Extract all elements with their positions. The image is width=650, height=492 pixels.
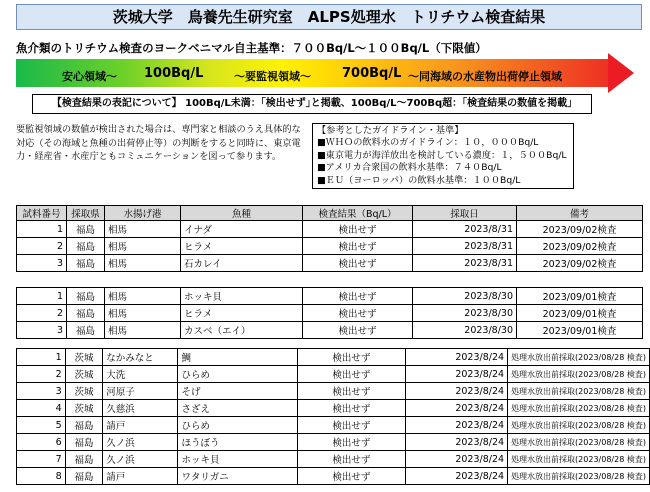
- results-table-3: [16, 348, 650, 485]
- sample-no-cell: 4: [17, 400, 66, 417]
- note-cell: 2023/09/02検査: [517, 221, 643, 238]
- fish-cell: ヒラメ: [181, 238, 303, 255]
- column-header: 試料番号: [17, 206, 67, 221]
- sample-no-cell: 1: [17, 349, 66, 366]
- result-cell: 検出せず: [298, 400, 406, 417]
- fish-cell: ひらめ: [178, 417, 298, 434]
- fish-cell: カスベ（エイ）: [181, 322, 303, 339]
- sample-no-cell: 2: [17, 305, 67, 322]
- sample-no-cell: 7: [17, 451, 66, 468]
- sample-no-cell: 8: [17, 468, 66, 485]
- sample-no-cell: 1: [17, 288, 67, 305]
- page-title: 茨城大学 鳥養先生研究室 ALPS処理水 トリチウム検査結果: [16, 4, 642, 30]
- guideline-item: ■東京電力が海洋放出を検討している濃度：１，５００Bq/L: [317, 149, 567, 161]
- prefecture-cell: 福島: [67, 305, 105, 322]
- note-cell: 2023/09/02検査: [517, 255, 643, 272]
- table-row: [17, 383, 650, 400]
- fish-cell: さざえ: [178, 400, 298, 417]
- port-cell: なかみなと: [103, 349, 178, 366]
- date-cell: 2023/8/31: [413, 238, 517, 255]
- port-cell: 久慈浜: [103, 400, 178, 417]
- sample-no-cell: 3: [17, 383, 66, 400]
- table-row: [17, 238, 643, 255]
- table-row: [17, 451, 650, 468]
- prefecture-cell: 福島: [67, 322, 105, 339]
- date-cell: 2023/8/24: [405, 451, 507, 468]
- arrow-label-100: 100Bq/L: [144, 66, 204, 81]
- sample-no-cell: 2: [17, 238, 67, 255]
- results-table-2: [16, 287, 643, 339]
- prefecture-cell: 福島: [67, 221, 105, 238]
- guideline-heading: 【参考としたガイドライン・基準】: [317, 125, 464, 136]
- column-header: 検査結果（Bq/L）: [303, 206, 413, 221]
- result-cell: 検出せず: [303, 305, 413, 322]
- note-cell: 2023/09/02検査: [517, 238, 643, 255]
- fish-cell: ホッキ貝: [181, 288, 303, 305]
- fish-cell: ヒラメ: [181, 305, 303, 322]
- result-cell: 検出せず: [303, 322, 413, 339]
- date-cell: 2023/8/31: [413, 255, 517, 272]
- result-cell: 検出せず: [303, 238, 413, 255]
- date-cell: 2023/8/24: [405, 468, 507, 485]
- result-cell: 検出せず: [298, 451, 406, 468]
- note-cell: 処理水放出前採取(2023/08/28 検査): [508, 349, 650, 366]
- result-cell: 検出せず: [303, 221, 413, 238]
- date-cell: 2023/8/31: [413, 221, 517, 238]
- table-row: [17, 305, 643, 322]
- note-cell: 処理水放出前採取(2023/08/28 検査): [508, 400, 650, 417]
- prefecture-cell: 茨城: [65, 400, 103, 417]
- date-cell: 2023/8/30: [413, 305, 517, 322]
- guideline-item: ■アメリカ合衆国の飲料水基準：７４０Bq/L: [317, 162, 502, 174]
- fish-cell: 鯛: [178, 349, 298, 366]
- prefecture-cell: 福島: [67, 238, 105, 255]
- note-cell: 処理水放出前採取(2023/08/28 検査): [508, 383, 650, 400]
- fish-cell: ホッキ貝: [178, 451, 298, 468]
- note-cell: 処理水放出前採取(2023/08/28 検査): [508, 417, 650, 434]
- arrow-label-stop: ～同海域の水産物出荷停止領域: [408, 70, 562, 83]
- result-cell: 検出せず: [298, 468, 406, 485]
- date-cell: 2023/8/24: [405, 349, 507, 366]
- table-row: [17, 255, 643, 272]
- sample-no-cell: 2: [17, 366, 66, 383]
- sample-no-cell: 3: [17, 322, 67, 339]
- port-cell: 相馬: [105, 322, 181, 339]
- table-row: [17, 322, 643, 339]
- port-cell: 相馬: [105, 238, 181, 255]
- table-row: [17, 349, 650, 366]
- column-header: 水揚げ港: [105, 206, 181, 221]
- fish-cell: ひらめ: [178, 366, 298, 383]
- port-cell: 河原子: [103, 383, 178, 400]
- prefecture-cell: 福島: [67, 255, 105, 272]
- port-cell: 請戸: [103, 417, 178, 434]
- table-row: [17, 400, 650, 417]
- arrow-label-safe: 安心領域～: [62, 70, 117, 83]
- prefecture-cell: 福島: [65, 417, 103, 434]
- fish-cell: イナダ: [181, 221, 303, 238]
- column-header: 備考: [517, 206, 643, 221]
- fish-cell: 石カレイ: [181, 255, 303, 272]
- sample-no-cell: 6: [17, 434, 66, 451]
- guideline-item: ■ＥＵ（ヨーロッパ）の飲料水基準：１００Bq/L: [317, 174, 521, 186]
- note-cell: 2023/09/01検査: [517, 288, 643, 305]
- table-header-row: [17, 206, 643, 221]
- note-cell: 処理水放出前採取(2023/08/28 検査): [508, 468, 650, 485]
- column-header: 採取日: [413, 206, 517, 221]
- result-cell: 検出せず: [298, 417, 406, 434]
- prefecture-cell: 福島: [65, 434, 103, 451]
- date-cell: 2023/8/24: [405, 417, 507, 434]
- note-cell: 2023/09/01検査: [517, 322, 643, 339]
- prefecture-cell: 茨城: [65, 349, 103, 366]
- results-table-1: [16, 205, 643, 272]
- table-row: [17, 288, 643, 305]
- date-cell: 2023/8/24: [405, 383, 507, 400]
- port-cell: 久ノ浜: [103, 451, 178, 468]
- note-cell: 処理水放出前採取(2023/08/28 検査): [508, 451, 650, 468]
- prefecture-cell: 福島: [65, 451, 103, 468]
- table-row: [17, 221, 643, 238]
- note-cell: 2023/09/01検査: [517, 305, 643, 322]
- guideline-box: [312, 123, 574, 189]
- guideline-item: ■ＷＨＯの飲料水のガイドライン：１０，０００Bq/L: [317, 137, 539, 149]
- date-cell: 2023/8/24: [405, 400, 507, 417]
- note-cell: 処理水放出前採取(2023/08/28 検査): [508, 434, 650, 451]
- table-row: [17, 468, 650, 485]
- range-arrow: [16, 53, 636, 93]
- date-cell: 2023/8/24: [405, 366, 507, 383]
- port-cell: 相馬: [105, 221, 181, 238]
- column-header: 採取県: [67, 206, 105, 221]
- prefecture-cell: 福島: [67, 288, 105, 305]
- table-row: [17, 417, 650, 434]
- port-cell: 大洗: [103, 366, 178, 383]
- port-cell: 相馬: [105, 305, 181, 322]
- note-cell: 処理水放出前採取(2023/08/28 検査): [508, 366, 650, 383]
- prefecture-cell: 茨城: [65, 366, 103, 383]
- port-cell: 相馬: [105, 288, 181, 305]
- result-cell: 検出せず: [298, 366, 406, 383]
- date-cell: 2023/8/30: [413, 288, 517, 305]
- prefecture-cell: 茨城: [65, 383, 103, 400]
- fish-cell: ワタリガニ: [178, 468, 298, 485]
- column-header: 魚種: [181, 206, 303, 221]
- fish-cell: そげ: [178, 383, 298, 400]
- result-cell: 検出せず: [298, 434, 406, 451]
- arrow-label-700: 700Bq/L: [342, 66, 402, 81]
- date-cell: 2023/8/30: [413, 322, 517, 339]
- arrow-head-icon: [608, 53, 634, 93]
- prefecture-cell: 福島: [65, 468, 103, 485]
- table-row: [17, 366, 650, 383]
- result-cell: 検出せず: [303, 288, 413, 305]
- notation-notice: 【検査結果の表記について】 100Bq/L未満：｢検出せず｣と掲載、100Bq/L～700Bq超：｢検査結果の数値を掲載｣: [32, 94, 592, 114]
- fish-cell: ほうぼう: [178, 434, 298, 451]
- arrow-label-monitor: ～要監視領域～: [234, 70, 311, 83]
- sample-no-cell: 1: [17, 221, 67, 238]
- port-cell: 請戸: [103, 468, 178, 485]
- result-cell: 検出せず: [298, 349, 406, 366]
- result-cell: 検出せず: [298, 383, 406, 400]
- table-row: [17, 434, 650, 451]
- sample-no-cell: 5: [17, 417, 66, 434]
- result-cell: 検出せず: [303, 255, 413, 272]
- port-cell: 相馬: [105, 255, 181, 272]
- date-cell: 2023/8/24: [405, 434, 507, 451]
- port-cell: 久ノ浜: [103, 434, 178, 451]
- monitoring-explanation: 要監視領域の数値が検出された場合は、専門家と相談のうえ具体的な対応（その海域と魚種の出荷停止等）の判断をすると同時に、東京電力・経産省・水産庁ともコミュニケーションを図って参ります。: [16, 124, 301, 162]
- sample-no-cell: 3: [17, 255, 67, 272]
- standard-subtitle: 魚介類のトリチウム検査のヨークベニマル自主基準：７００Bq/L～１００Bq/L（下限値）: [16, 41, 487, 55]
